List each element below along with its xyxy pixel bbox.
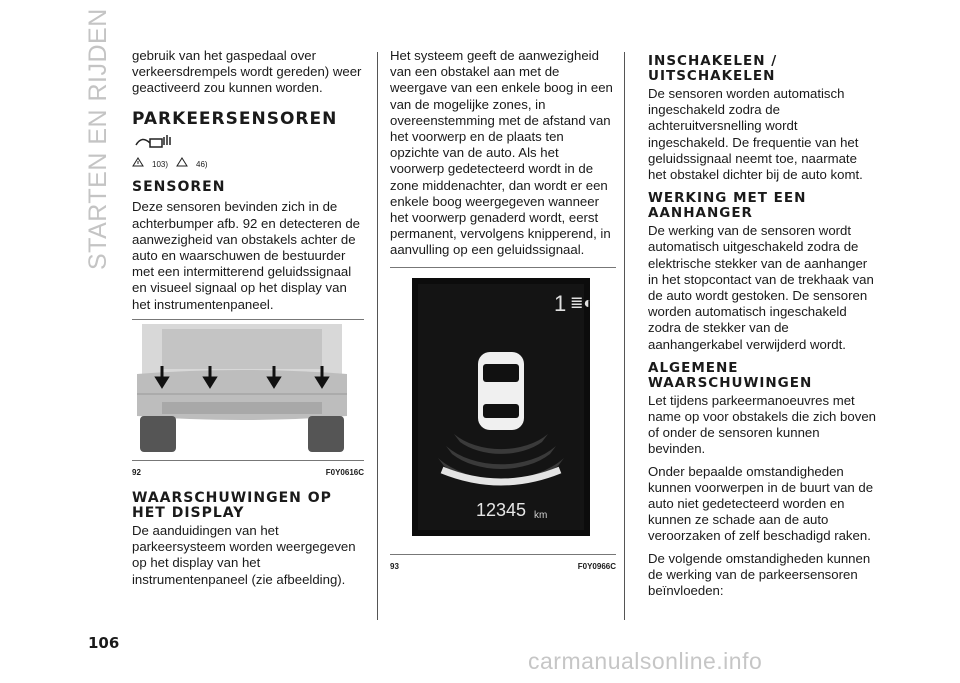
figure-number: 93 bbox=[390, 561, 399, 571]
subsection-title: WERKING MET EEN AANHANGER bbox=[648, 190, 807, 222]
body-text: Onder bepaalde omstandigheden kunnen voorwerpen in de buurt van de auto niet gedetecteerd worden en kunnen ze schade aan de auto veroorzaken of zelf beschadigd raken. bbox=[648, 463, 874, 544]
subsection-title: INSCHAKELEN / UITSCHAKELEN bbox=[648, 53, 778, 84]
parking-lights-icon: ≣◐ bbox=[570, 294, 594, 312]
body-text: De volgende omstandigheden kunnen de werking van de parkeersensoren beïnvloeden: bbox=[648, 550, 871, 599]
subsection-title: ALGEMENE WAARSCHUWINGEN bbox=[648, 359, 813, 391]
column-2 bbox=[390, 48, 616, 585]
figure-number: 92 bbox=[132, 467, 141, 477]
warning-references bbox=[132, 157, 364, 173]
column-divider bbox=[624, 52, 625, 620]
intro-text: gebruik van het gaspedaal over verkeersdrempels wordt gereden) weer geactiveerd zou kunnen worden. bbox=[132, 48, 362, 96]
column-1 bbox=[132, 48, 364, 594]
rear-bumper-figure bbox=[132, 324, 364, 456]
section-title: PARKEERSENSOREN bbox=[132, 108, 338, 129]
column-3 bbox=[648, 48, 876, 605]
body-text: De aanduidingen van het parkeersysteem worden weergegeven op het display van het instrumentenpaneel (zie afbeelding). bbox=[132, 523, 356, 587]
caution-ref: 46) bbox=[196, 160, 208, 170]
figure-code: F0Y0966C bbox=[577, 561, 616, 571]
column-divider bbox=[377, 52, 378, 620]
odometer-value: 12345 bbox=[476, 499, 527, 520]
gear-indicator: 1 bbox=[554, 290, 567, 316]
caution-triangle-icon bbox=[176, 157, 188, 173]
figure-rule bbox=[132, 460, 364, 461]
figure-code: F0Y0616C bbox=[325, 467, 364, 477]
chapter-title: STARTEN EN RIJDEN bbox=[84, 8, 112, 270]
figure-rule bbox=[132, 319, 364, 320]
park-sensor-icon bbox=[132, 131, 174, 155]
body-text: Let tijdens parkeermanoeuvres met name op voor obstakels die zich boven of onder de sensoren kunnen bevinden. bbox=[648, 392, 876, 457]
body-text: Deze sensoren bevinden zich in de achterbumper afb. 92 en detecteren de aanwezigheid van obstakels achter de auto en waarschuwen de bestuurder met een intermitterend geluidssignaal en visueel signaal op het display van het instrumentenpaneel. bbox=[132, 199, 361, 312]
chapter-tab bbox=[84, 8, 114, 270]
body-text: De werking van de sensoren wordt automatisch uitgeschakeld zodra de elektrische stekker van de aanhanger in het stopcontact van de trekhaak van de auto wordt gestoken. De sensoren worden automatisch ingeschakeld zodra de stekker van de aanhangerkabel verwijderd wordt. bbox=[648, 223, 874, 352]
section-icons bbox=[132, 131, 364, 155]
odometer-unit: km bbox=[534, 509, 548, 521]
figure-rule bbox=[390, 554, 616, 555]
figure-caption bbox=[132, 465, 364, 481]
subsection-title: WAARSCHUWINGEN OP HET DISPLAY bbox=[132, 490, 332, 522]
body-text: De sensoren worden automatisch ingeschakeld zodra de achteruitversnelling wordt ingeschakeld. De frequentie van het geluidssignaal neemt toe, naarmate het obstakel dichter bij de auto komt. bbox=[648, 86, 863, 183]
body-text: Het systeem geeft de aanwezigheid van een obstakel aan met de weergave van een enkele boog in een van de mogelijke zones, in overeenstemming met de afstand van het voorwerp en de plaats ten opzichte van de auto. Als het voorwerp gedetecteerd wordt in de zone middenachter, dan wordt er een enkele boog weergegeven wanneer het voorwerp genaderd wordt, eerst permanent, vervolgens knipperend, in aanvulling op een geluidssignaal. bbox=[390, 48, 613, 258]
figure-rule bbox=[390, 267, 616, 268]
page-number: 106 bbox=[88, 634, 120, 652]
figure-caption bbox=[390, 559, 616, 575]
subsection-title: SENSOREN bbox=[132, 179, 226, 196]
watermark: carmanualsonline.info bbox=[528, 648, 763, 674]
cluster-display-figure bbox=[390, 274, 616, 550]
warning-triangle-icon bbox=[132, 157, 144, 173]
warning-ref: 103) bbox=[152, 160, 169, 170]
